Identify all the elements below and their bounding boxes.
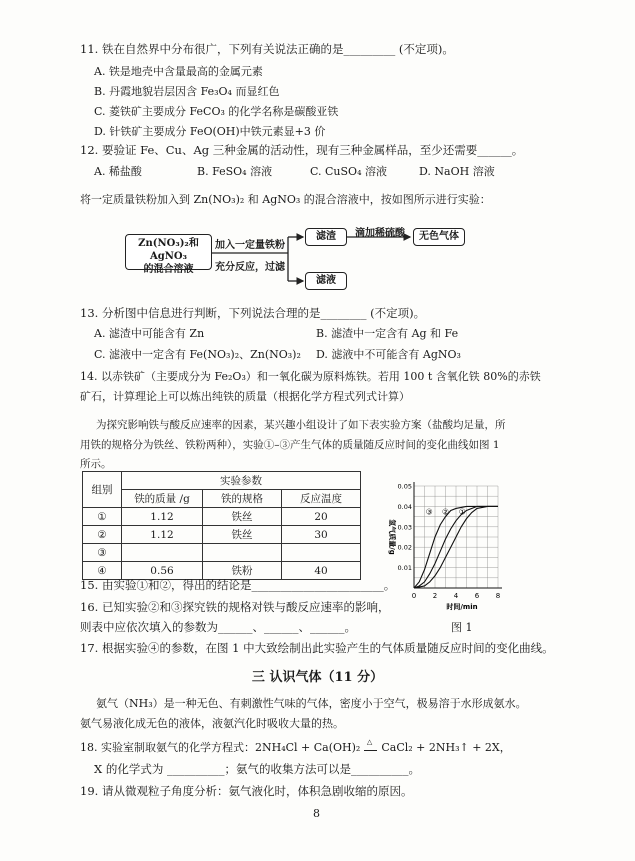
x-tick-label: 6: [474, 592, 480, 600]
table-cell-mass: 1.12: [122, 508, 203, 526]
ammonia-line2: 氨气易液化成无色的液体，液氨汽化时吸收大量的热。: [80, 717, 344, 730]
heat-symbol-icon: △: [366, 738, 373, 746]
table-params-header: 实验参数: [122, 472, 361, 490]
table-cell-id: ④: [83, 562, 122, 580]
q16-line1: 16. 已知实验②和③探究铁的规格对铁与酸反应速率的影响，: [80, 600, 390, 614]
q12-option-b: B. FeSO₄ 溶液: [197, 165, 273, 178]
y-tick-label: 0.04: [397, 502, 412, 511]
q12-option-d: D. NaOH 溶液: [419, 165, 495, 178]
x-tick-label: 2: [432, 592, 438, 600]
table-cell-type: [203, 544, 282, 562]
table-row: [83, 562, 361, 580]
table-col-type: 铁的规格: [203, 490, 282, 508]
flow-start-line2: 的混合溶液: [143, 264, 194, 275]
q17-stem: 17. 根据实验④的参数，在图 1 中大致绘制出此实验产生的气体质量随反应时间的变化曲线。: [80, 641, 554, 655]
table-group-header: 组别: [83, 472, 122, 508]
table-cell-temp: [282, 544, 361, 562]
q18-line1: [80, 740, 511, 755]
q13-option-c: C. 滤液中一定含有 Fe(NO₃)₂、Zn(NO₃)₂: [94, 348, 301, 361]
exp-intro-line1: 为探究影响铁与酸反应速率的因素，某兴趣小组设计了如下表实验方案（盐酸均足量，所: [96, 419, 506, 431]
table-cell-mass: 0.56: [122, 562, 203, 580]
exp-intro-line3: 所示。: [80, 458, 112, 470]
q11-option-a: A. 铁是地壳中含量最高的金属元素: [94, 65, 263, 78]
table-cell-temp: 40: [282, 562, 361, 580]
q11-option-d: D. 针铁矿主要成分 FeO(OH)中铁元素显+3 价: [94, 125, 326, 138]
flow-filtrate-box: 滤液: [305, 272, 347, 290]
q11-stem: 11. 铁在自然界中分布很广，下列有关说法正确的是_________ (不定项)。: [80, 42, 454, 56]
section-3-title: 三 认识气体（11 分）: [251, 670, 384, 685]
flow-step1-top: 加入一定量铁粉: [215, 240, 285, 251]
table-cell-id: ②: [83, 526, 122, 544]
series-label: ②: [441, 507, 450, 517]
q13-option-a: A. 滤渣中可能含有 Zn: [94, 327, 205, 340]
table-row: [83, 544, 361, 562]
x-tick-label: 4: [453, 592, 459, 600]
series-label: ①: [458, 507, 466, 517]
flow-step2-label: 滴加稀硫酸: [355, 228, 405, 239]
q15-stem: 15. 由实验①和②，得出的结论是_______________________。: [80, 578, 396, 592]
x-axis-label: 时间/min: [446, 603, 478, 611]
y-tick-label: 0.05: [397, 482, 412, 491]
table-cell-temp: 30: [282, 526, 361, 544]
q13-stem: 13. 分析图中信息进行判断，下列说法合理的是________ (不定项)。: [80, 306, 426, 320]
x-tick-label: 8: [495, 592, 501, 600]
flow-gas-box: 无色气体: [413, 228, 465, 246]
q18-equation-right: CaCl₂ + 2NH₃↑ + 2X，: [381, 741, 511, 754]
q18-equation-left: 18. 实验室制取氨气的化学方程式：2NH₄Cl + Ca(OH)₂: [80, 741, 361, 754]
flow-step1-bottom: 充分反应，过滤: [215, 262, 285, 273]
table-cell-type: 铁丝: [203, 508, 282, 526]
table-cell-temp: 20: [282, 508, 361, 526]
page-number: 8: [313, 807, 320, 820]
y-axis-label: 氢气质量/g: [388, 519, 396, 555]
table-cell-id: ③: [83, 544, 122, 562]
table-cell-mass: [122, 544, 203, 562]
x-tick-label: 0: [411, 592, 417, 600]
q19-stem: 19. 请从微观粒子角度分析：氨气液化时，体积急剧收缩的原因。: [80, 784, 413, 798]
table-col-mass: 铁的质量 /g: [122, 490, 203, 508]
q13-option-d: D. 滤液中不可能含有 AgNO₃: [316, 348, 461, 361]
table-row: [83, 526, 361, 544]
table-cell-type: 铁丝: [203, 526, 282, 544]
q11-option-b: B. 丹霞地貌岩层因含 Fe₃O₄ 而显红色: [94, 85, 280, 98]
q12-option-a: A. 稀盐酸: [94, 165, 142, 178]
table-col-temp: 反应温度: [282, 490, 361, 508]
figure-1-chart: [380, 478, 510, 636]
y-tick-label: 0.02: [397, 543, 412, 552]
chart-title: 图 1: [451, 621, 473, 634]
flow-start-line1: Zn(NO₃)₂和AgNO₃: [138, 238, 199, 262]
y-tick-label: 0.03: [397, 523, 412, 532]
table-row: [83, 508, 361, 526]
exp-intro-line2: 用铁的规格分为铁丝、铁粉两种），实验①–③产生气体的质量随反应时间的变化曲线如图 1: [80, 439, 500, 451]
equals-line: [364, 750, 377, 751]
q14-line1: 14. 以赤铁矿（主要成分为 Fe₂O₃）和一氧化碳为原料炼铁。若用 100 t 含氧化铁 80%的赤铁: [80, 370, 541, 383]
experiment-table: [82, 471, 361, 580]
q18-line2: X 的化学式为 __________；氨气的收集方法可以是__________。: [94, 762, 420, 776]
table-cell-id: ①: [83, 508, 122, 526]
table-cell-mass: 1.12: [122, 526, 203, 544]
q12-option-c: C. CuSO₄ 溶液: [310, 165, 387, 178]
q18-heat-arrow: [364, 738, 378, 751]
ammonia-line1: 氨气（NH₃）是一种无色、有刺激性气味的气体，密度小于空气，极易溶于水形成氨水。: [96, 697, 527, 710]
flow-intro: 将一定质量铁粉加入到 Zn(NO₃)₂ 和 AgNO₃ 的混合溶液中，按如图所示进行实验：: [80, 193, 491, 206]
q12-stem: 12. 要验证 Fe、Cu、Ag 三种金属的活动性，现有三种金属样品，至少还需要______。: [80, 143, 524, 157]
q14-line2: 矿石，计算理论上可以炼出纯铁的质量（根据化学方程式列式计算）: [80, 390, 410, 403]
flow-residue-box: 滤渣: [305, 228, 347, 246]
q11-option-c: C. 菱铁矿主要成分 FeCO₃ 的化学名称是碳酸亚铁: [94, 105, 339, 118]
q13-option-b: B. 滤渣中一定含有 Ag 和 Fe: [316, 327, 459, 340]
q16-line2: 则表中应依次填入的参数为______、______、______。: [80, 620, 356, 634]
table-cell-type: 铁粉: [203, 562, 282, 580]
series-label: ③: [425, 507, 433, 517]
y-tick-label: 0.01: [397, 564, 412, 573]
